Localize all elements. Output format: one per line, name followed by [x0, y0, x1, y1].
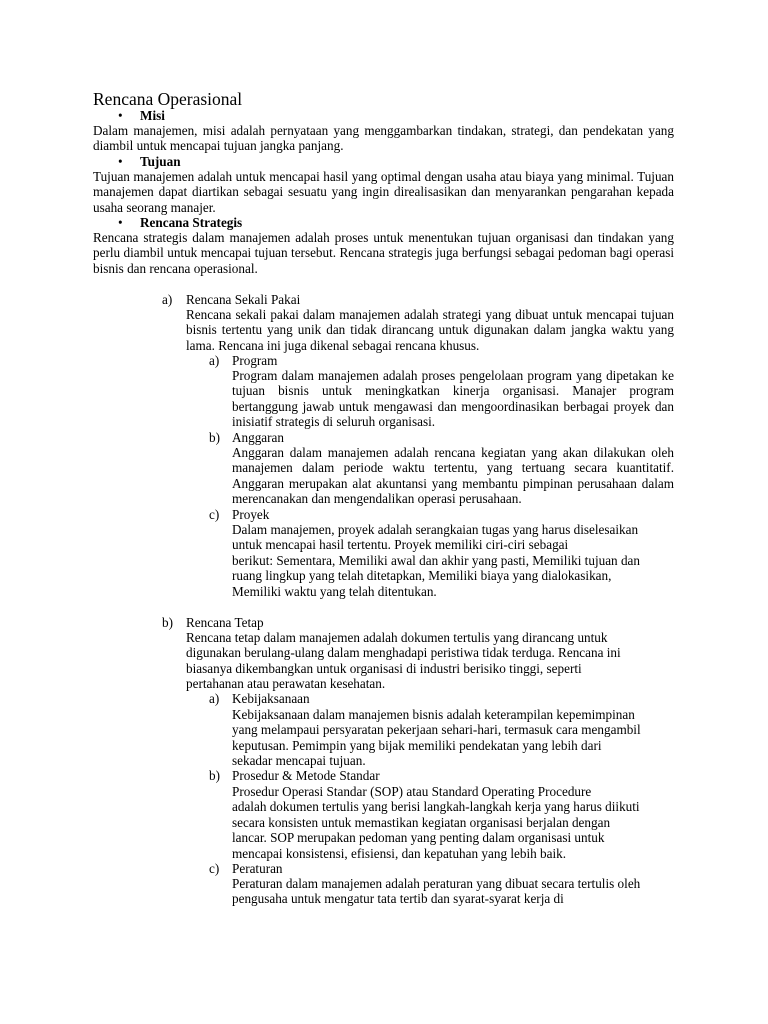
subbody-anggaran: Anggaran dalam manajemen adalah rencana kegiatan yang akan dilakukan oleh manajemen dalam periode waktu tertentu, yang tertuang secara kuantitatif. Anggaran merupakan alat akuntansi yang membantu pimpinan perusahaan dalam merencanakan dan mengendalikan operasi perusahaan. — [232, 445, 674, 507]
paragraph-tujuan: Tujuan manajemen adalah untuk mencapai hasil yang optimal dengan usaha atau biaya yang minimal. Tujuan manajemen dapat diartikan sebagai sesuatu yang ingin direalisasikan dan menyarankan pengarahan kepada usaha seorang manajer. — [93, 169, 674, 215]
subheading-kebijaksanaan: a) Kebijaksanaan — [209, 691, 310, 706]
subheading-anggaran: b) Anggaran — [209, 430, 284, 445]
bullet-heading-strategis: • Rencana Strategis — [118, 215, 243, 230]
page-title: Rencana Operasional — [93, 89, 243, 109]
section-heading-tetap: b) Rencana Tetap — [162, 615, 264, 630]
paragraph-strategis: Rencana strategis dalam manajemen adalah proses untuk menentukan tujuan organisasi dan tindakan yang perlu diambil untuk mencapai tujuan tersebut. Rencana strategis juga berfungsi sebagai pedoman bagi operasi bisnis dan rencana operasional. — [93, 230, 674, 276]
section-body-sekali-pakai: Rencana sekali pakai dalam manajemen adalah strategi yang dibuat untuk mencapai tujuan bisnis tertentu yang unik dan tidak dirancang untuk digunakan dalam jangka waktu yang lama. Rencana ini juga dikenal sebagai rencana khusus. — [186, 307, 674, 353]
section-body-tetap — [186, 630, 674, 692]
text-line: sekadar mencapai tujuan. — [232, 753, 366, 769]
bullet-heading-misi: • Misi — [118, 108, 165, 123]
text-line: pengusaha untuk mengatur tata tertib dan syarat-syarat kerja di — [232, 891, 564, 907]
subheading-prosedur: b) Prosedur & Metode Standar — [209, 768, 380, 783]
text-line: digunakan berulang-ulang dalam menghadapi peristiwa tidak terduga. Rencana ini — [186, 645, 621, 661]
subheading-proyek: c) Proyek — [209, 507, 270, 522]
subbody-program: Program dalam manajemen adalah proses pengelolaan program yang dipetakan ke tujuan bisnis untuk meningkatkan kinerja organisasi. Manajer program bertanggung jawab untuk mengawasi dan mengoordinasikan berbagai proyek dan inisiatif strategis di seluruh organisasi. — [232, 368, 674, 430]
paragraph-misi: Dalam manajemen, misi adalah pernyataan yang menggambarkan tindakan, strategi, dan pendekatan yang diambil untuk mencapai tujuan jangka panjang. — [93, 123, 674, 154]
subheading-peraturan: c) Peraturan — [209, 861, 283, 876]
text-line: berikut: Sementara, Memiliki awal dan akhir yang pasti, Memiliki tujuan dan — [232, 552, 640, 568]
text-line: secara konsisten untuk memastikan kegiatan organisasi berjalan dengan — [232, 814, 611, 830]
text-line: Kebijaksanaan dalam manajemen bisnis adalah keterampilan kepemimpinan — [232, 707, 635, 722]
subheading-program: a) Program — [209, 353, 278, 368]
text-line: lancar. SOP merupakan pedoman yang penting dalam organisasi untuk — [232, 830, 605, 846]
text-line: yang melampaui persyaratan pekerjaan sehari-hari, termasuk cara mengambil — [232, 722, 641, 738]
text-line: pertahanan atau perawatan kesehatan. — [186, 676, 386, 692]
text-line: Peraturan dalam manajemen adalah peraturan yang dibuat secara tertulis oleh — [232, 876, 641, 891]
bullet-heading-tujuan: • Tujuan — [118, 154, 181, 169]
text-line: Rencana tetap dalam manajemen adalah dokumen tertulis yang dirancang untuk — [186, 630, 608, 645]
section-heading-sekali-pakai: a) Rencana Sekali Pakai — [162, 292, 301, 307]
bullet-icon: • — [118, 215, 123, 230]
subbody-kebijaksanaan — [232, 707, 674, 769]
text-line: Memiliki waktu yang telah ditentukan. — [232, 583, 437, 599]
subbody-proyek — [232, 522, 674, 599]
text-line: untuk mencapai hasil tertentu. Proyek memiliki ciri-ciri sebagai — [232, 537, 569, 553]
subbody-prosedur — [232, 784, 674, 861]
text-line: biasanya dikembangkan untuk organisasi di industri berisiko tinggi, seperti — [186, 660, 582, 676]
subbody-peraturan — [232, 876, 674, 907]
text-line: ruang lingkup yang telah ditetapkan, Memiliki biaya yang dialokasikan, — [232, 568, 612, 584]
bullet-icon: • — [118, 108, 123, 123]
text-line: keputusan. Pemimpin yang bijak memiliki pendekatan yang lebih dari — [232, 737, 602, 753]
text-line: Prosedur Operasi Standar (SOP) atau Standard Operating Procedure — [232, 784, 592, 799]
text-line: adalah dokumen tertulis yang berisi langkah-langkah kerja yang harus diikuti — [232, 799, 640, 815]
text-line: mencapai konsistensi, efisiensi, dan kepatuhan yang lebih baik. — [232, 845, 566, 861]
bullet-icon: • — [118, 154, 123, 169]
text-line: Dalam manajemen, proyek adalah serangkaian tugas yang harus diselesaikan — [232, 522, 639, 537]
